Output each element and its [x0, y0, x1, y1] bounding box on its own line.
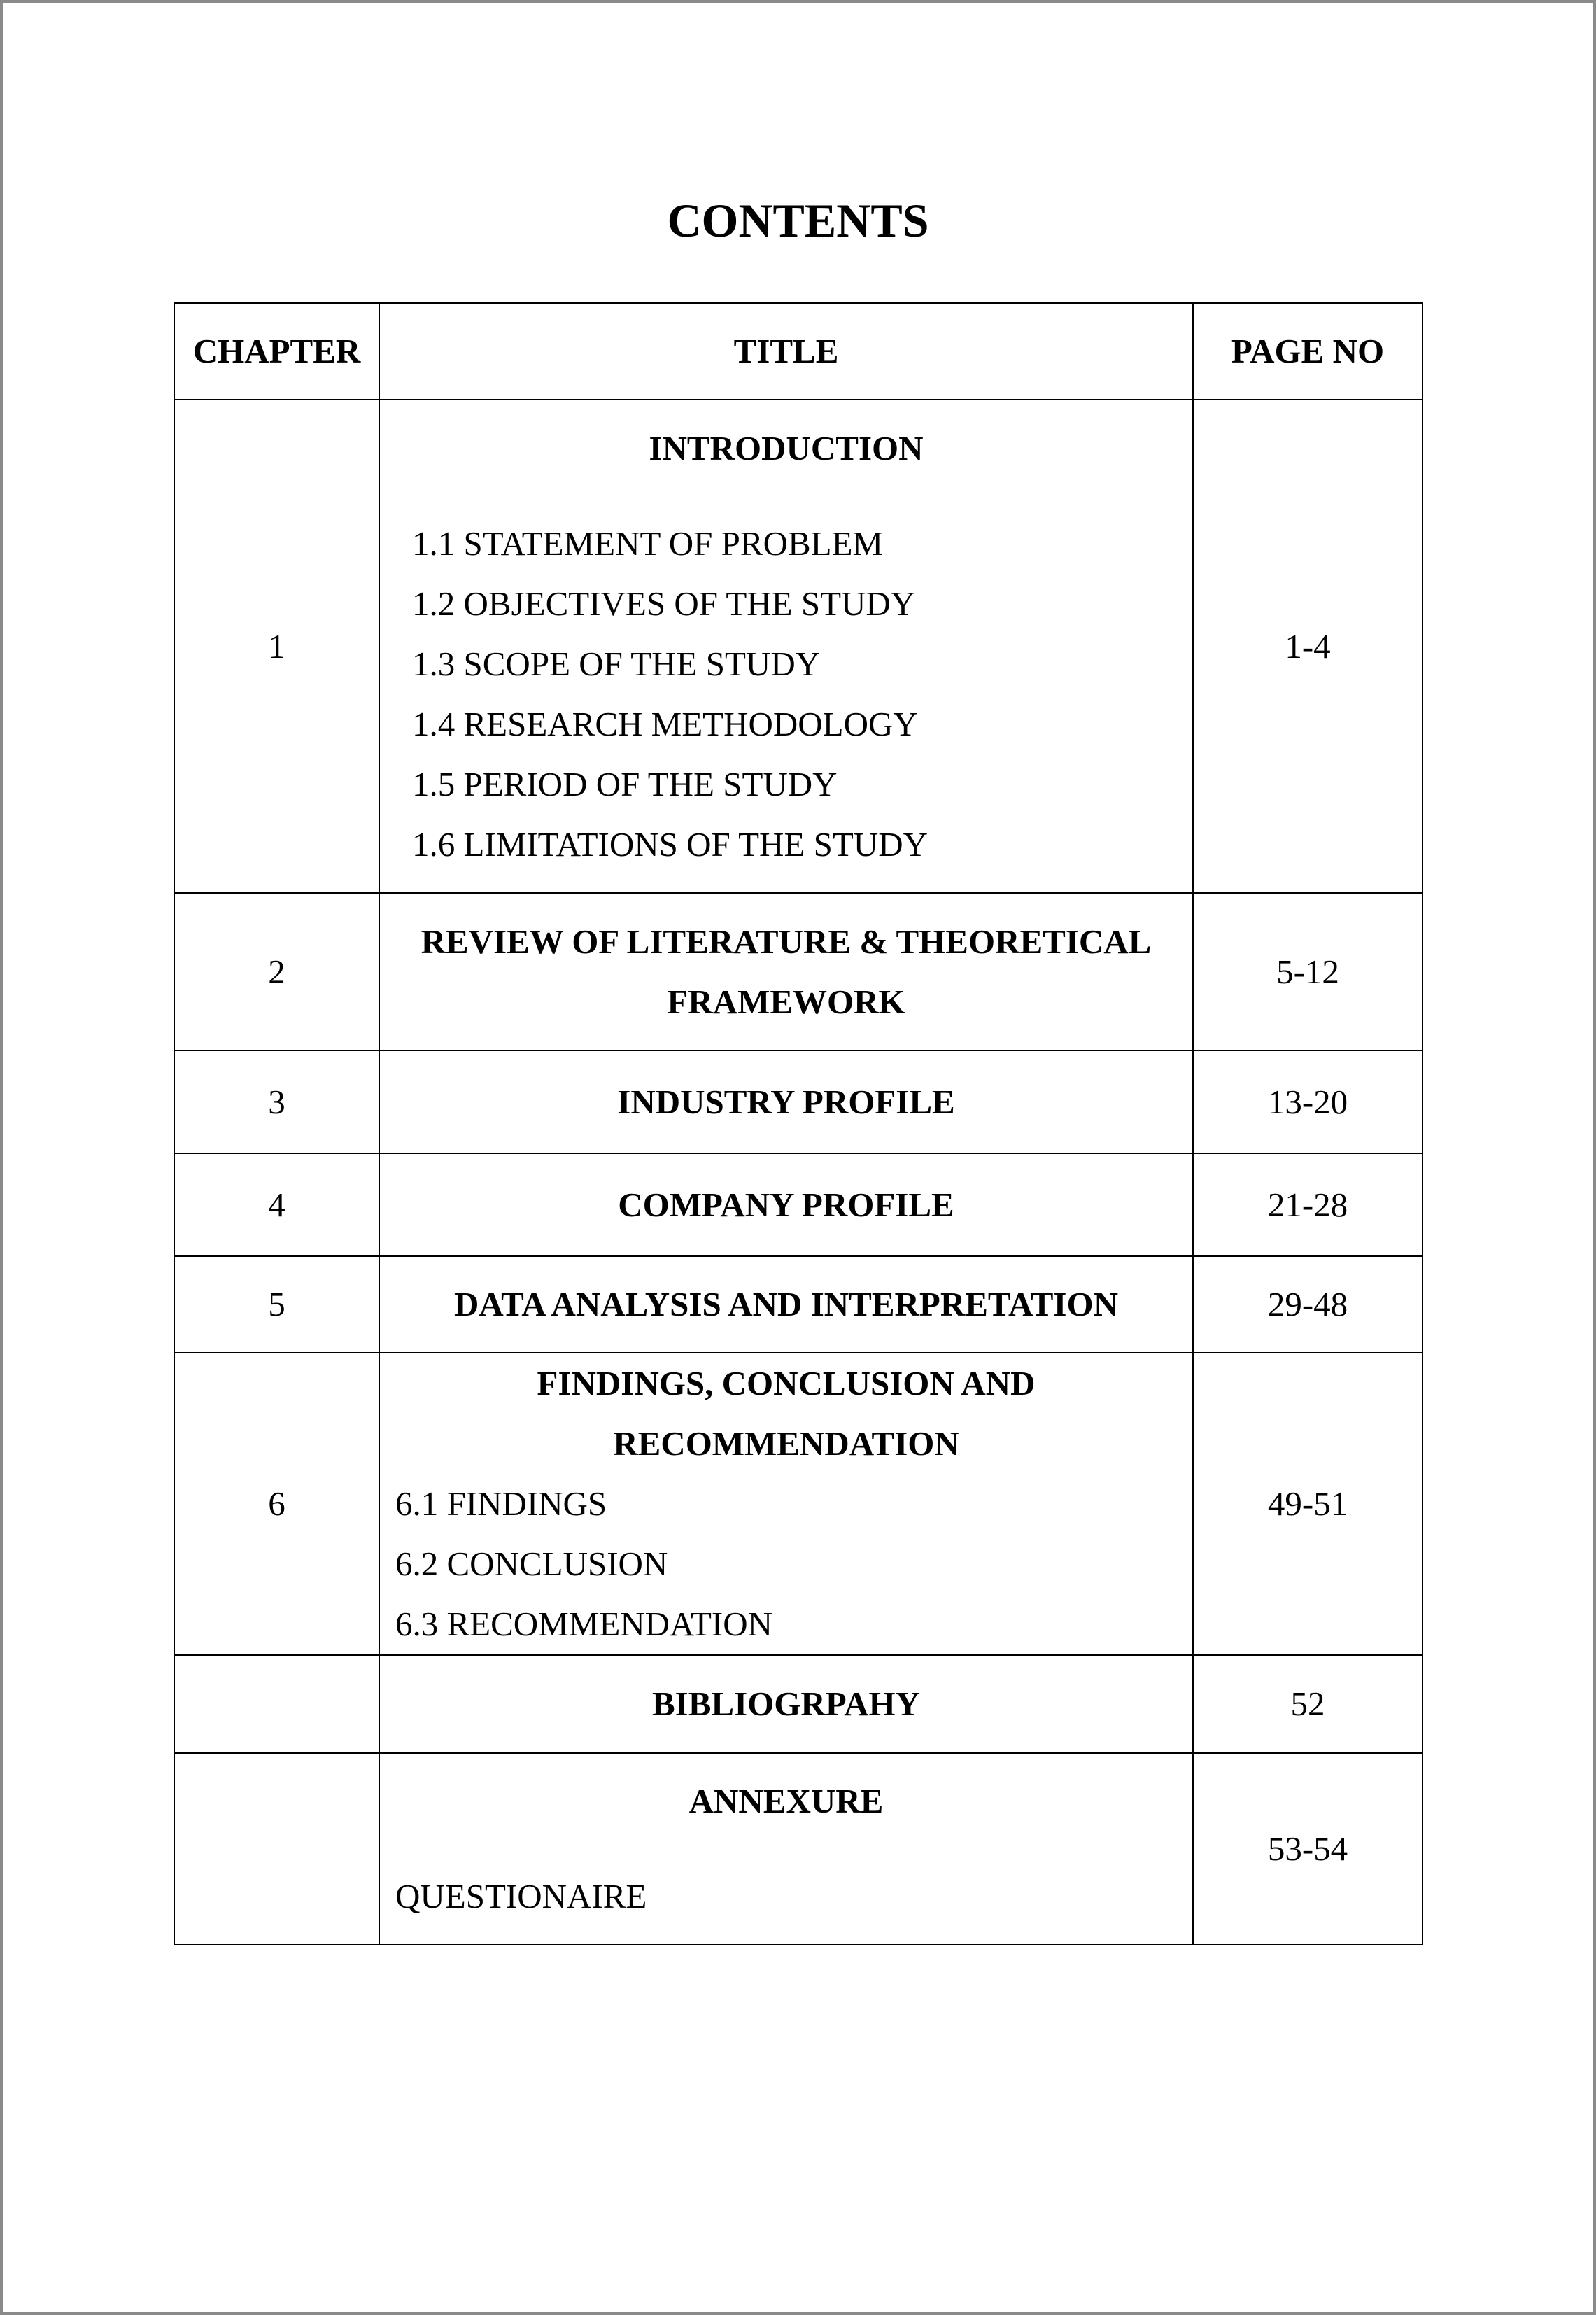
- chapter-title-cell: [379, 1353, 1193, 1655]
- chapter-title: DATA ANALYSIS AND INTERPRETATION: [379, 1256, 1193, 1353]
- page-range: 13-20: [1193, 1050, 1422, 1153]
- page-range: 29-48: [1193, 1256, 1422, 1353]
- chapter-number: 5: [174, 1256, 379, 1353]
- chapter-title-cell: [379, 1753, 1193, 1945]
- header-page-no: PAGE NO: [1193, 303, 1422, 400]
- page-range: 52: [1193, 1655, 1422, 1753]
- table-row: [174, 1256, 1422, 1353]
- table-row: [174, 893, 1422, 1050]
- chapter-title: BIBLIOGRPAHY: [379, 1655, 1193, 1753]
- section-item: 1.2 OBJECTIVES OF THE STUDY: [412, 584, 916, 623]
- page-range: 53-54: [1193, 1753, 1422, 1945]
- header-title: TITLE: [379, 303, 1193, 400]
- page-range: 1-4: [1193, 400, 1422, 893]
- page-range: 21-28: [1193, 1153, 1422, 1256]
- section-item: 6.3 RECOMMENDATION: [395, 1605, 772, 1643]
- table-row: [174, 1050, 1422, 1153]
- table-header-row: [174, 303, 1422, 400]
- chapter-number: 4: [174, 1153, 379, 1256]
- chapter-title: INDUSTRY PROFILE: [379, 1050, 1193, 1153]
- chapter-number: 6: [174, 1353, 379, 1655]
- chapter-title: FINDINGS, CONCLUSION AND: [537, 1364, 1036, 1402]
- chapter-number: [174, 1753, 379, 1945]
- chapter-title: ANNEXURE: [688, 1782, 884, 1820]
- table-row: [174, 1753, 1422, 1945]
- page-range: 5-12: [1193, 893, 1422, 1050]
- section-item: 1.4 RESEARCH METHODOLOGY: [412, 704, 918, 743]
- page-range: 49-51: [1193, 1353, 1422, 1655]
- chapter-title: COMPANY PROFILE: [379, 1153, 1193, 1256]
- table-row: [174, 1353, 1422, 1655]
- contents-table: [174, 302, 1423, 1945]
- chapter-number: 1: [174, 400, 379, 893]
- section-item: 1.3 SCOPE OF THE STUDY: [412, 644, 821, 683]
- chapter-title: INTRODUCTION: [649, 428, 924, 467]
- section-item: QUESTIONAIRE: [395, 1877, 647, 1915]
- header-chapter: CHAPTER: [174, 303, 379, 400]
- chapter-title-continued: FRAMEWORK: [667, 982, 905, 1021]
- page-title: CONTENTS: [667, 194, 929, 247]
- section-item: 1.5 PERIOD OF THE STUDY: [412, 764, 838, 803]
- section-item: 6.2 CONCLUSION: [395, 1544, 668, 1583]
- section-item: 6.1 FINDINGS: [395, 1484, 607, 1523]
- table-row: [174, 1153, 1422, 1256]
- chapter-number: 3: [174, 1050, 379, 1153]
- table-row: [174, 1655, 1422, 1753]
- table-row: [174, 400, 1422, 893]
- chapter-title: REVIEW OF LITERATURE & THEORETICAL: [421, 922, 1152, 961]
- chapter-number: [174, 1655, 379, 1753]
- chapter-title-cell: [379, 893, 1193, 1050]
- chapter-title-cell: [379, 400, 1193, 893]
- chapter-number: 2: [174, 893, 379, 1050]
- section-item: 1.6 LIMITATIONS OF THE STUDY: [412, 824, 928, 864]
- section-item: 1.1 STATEMENT OF PROBLEM: [412, 523, 884, 563]
- chapter-title-continued: RECOMMENDATION: [613, 1424, 959, 1463]
